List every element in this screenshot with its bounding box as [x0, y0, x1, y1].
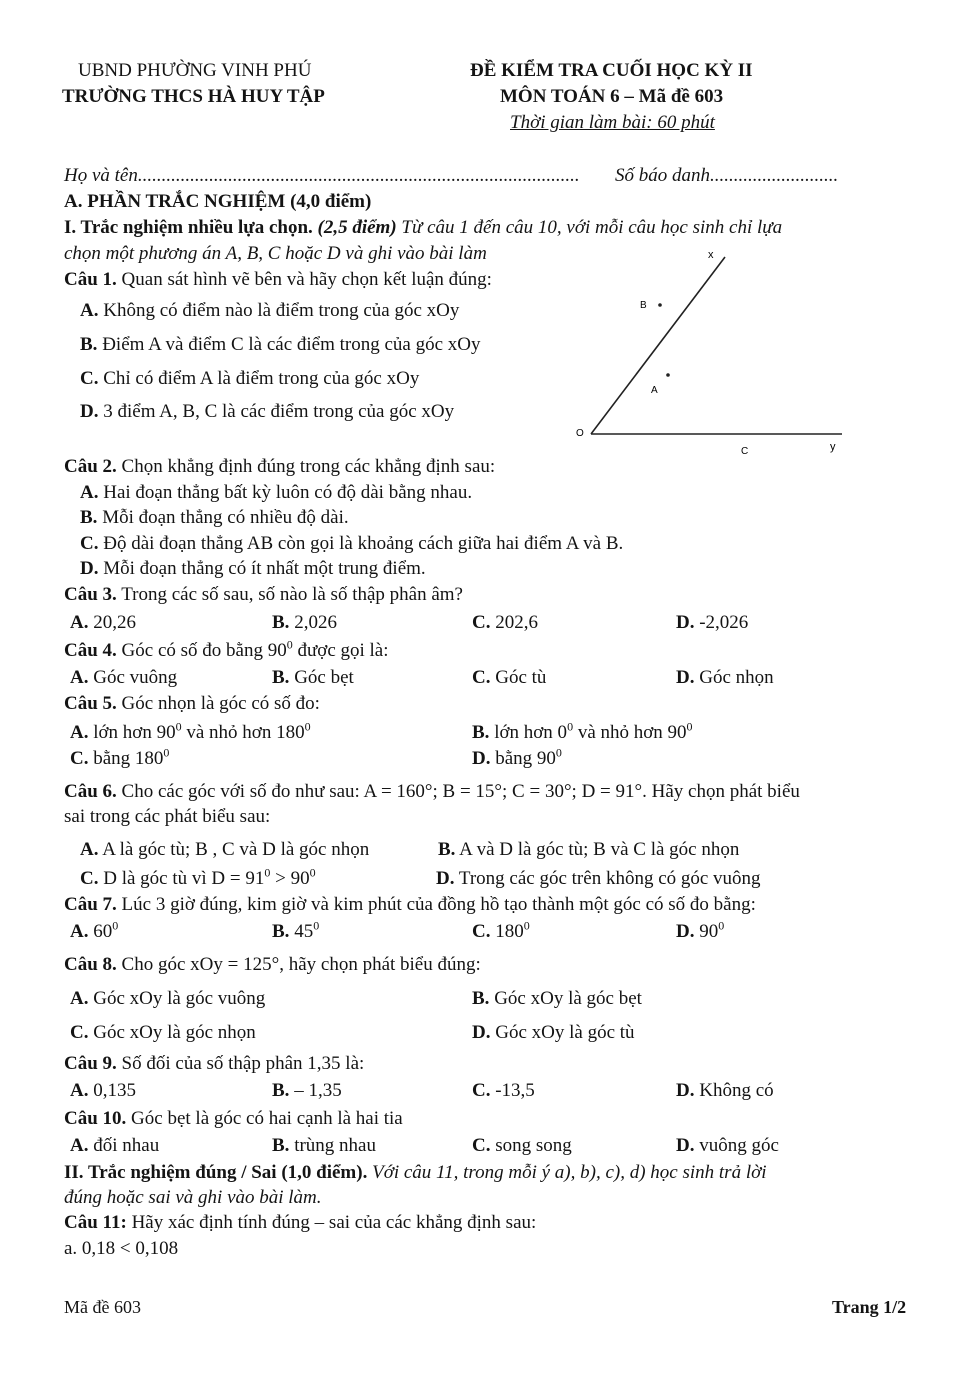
text-options-B: B.	[272, 1135, 290, 1156]
q6-option-b	[438, 839, 739, 861]
text-q2-text: Chọn khẳng định đúng trong các khẳng định sau:	[121, 456, 496, 477]
text-q8-d: Góc xOy là góc tù	[495, 1022, 635, 1043]
text-q9-a: 0,135	[93, 1080, 136, 1101]
part1-instruction-cont: chọn một phương án A, B, C hoặc D và ghi vào bài làm	[64, 243, 487, 264]
text-q6-deg: 0	[264, 865, 271, 880]
text-options-A: A.	[70, 988, 89, 1009]
text-q9-label: Câu 9.	[64, 1053, 117, 1074]
text-options-D: D.	[676, 667, 695, 688]
text-q5-deg: 0	[304, 719, 311, 734]
text-options-B: B.	[438, 839, 456, 860]
text-q1-a: Không có điểm nào là điểm trong của góc xOy	[103, 300, 460, 321]
q7-option-c	[472, 918, 530, 943]
point-b	[658, 303, 662, 307]
text-q1-text: Quan sát hình vẽ bên và hãy chọn kết luận đúng:	[121, 269, 492, 290]
text-q5-deg: 0	[567, 719, 574, 734]
part1-instruction	[64, 217, 782, 239]
text-options-C: C.	[70, 1022, 89, 1043]
q8-option-a	[70, 988, 265, 1010]
question-7	[64, 894, 756, 916]
text-q6-text2: . Hãy chọn phát biểu	[642, 781, 800, 802]
text-q8-label: Câu 8.	[64, 954, 117, 975]
text-options-B: B.	[80, 507, 98, 528]
text-options-C: C.	[472, 612, 491, 633]
footer-page-number: Trang 1/2	[832, 1297, 907, 1317]
text-options-C: C.	[472, 667, 491, 688]
question-10	[64, 1108, 403, 1130]
text-q9-d: Không có	[699, 1080, 774, 1101]
text-q10-text: Góc bẹt là góc có hai cạnh là hai tia	[131, 1108, 403, 1129]
q6-option-d	[436, 868, 761, 890]
exam-time: Thời gian làm bài: 60 phút	[510, 112, 715, 133]
text-q4-deg: 0	[286, 637, 293, 652]
text-q6-d: Trong các góc trên không có góc vuông	[458, 868, 761, 889]
question-4	[64, 637, 389, 662]
text-q3-c: 202,6	[495, 612, 538, 633]
q7-option-d	[676, 918, 725, 943]
text-q7-deg: 0	[112, 918, 119, 933]
text-q5-a2: và nhỏ hơn 180	[181, 722, 305, 743]
text-q4-d: Góc nhọn	[699, 667, 774, 688]
text-options-A: A.	[80, 482, 99, 503]
text-q10-label: Câu 10.	[64, 1108, 127, 1129]
text-q1-label: Câu 1.	[64, 269, 117, 290]
text-q3-b: 2,026	[294, 612, 337, 633]
ray-ox	[591, 257, 725, 434]
text-q5-label: Câu 5.	[64, 693, 117, 714]
q11-item-a: a. 0,18 < 0,108	[64, 1238, 179, 1259]
point-a	[666, 373, 670, 377]
text-q4-text1: Góc có số đo bằng 90	[121, 640, 287, 661]
q10-option-a	[70, 1135, 159, 1157]
text-options-D: D.	[676, 921, 695, 942]
text-options-D: D.	[676, 612, 695, 633]
text-q2-d: Mỗi đoạn thẳng có ít nhất một trung điểm.	[103, 558, 426, 579]
text-q1-b: Điểm A và điểm C là các điểm trong của góc xOy	[102, 334, 481, 355]
school-district: UBND PHƯỜNG VINH PHÚ	[78, 60, 312, 81]
label-y: y	[830, 441, 836, 453]
student-id-field: Số báo danh...........................	[615, 165, 839, 186]
q8-option-b	[472, 988, 642, 1010]
text-options-C: C.	[80, 368, 99, 389]
q1-option-a	[80, 300, 459, 322]
q10-option-c	[472, 1135, 572, 1157]
q3-option-d	[676, 612, 748, 634]
text-options-D: D.	[436, 868, 455, 889]
text-options-D: D.	[80, 558, 99, 579]
q8-formula: xOy = 125°	[190, 954, 280, 975]
text-options-A: A.	[70, 1080, 89, 1101]
q2-option-d	[80, 558, 426, 580]
text-options-B: B.	[272, 667, 290, 688]
text-q7-b: 45	[294, 921, 314, 942]
q10-option-b	[272, 1135, 376, 1157]
text-options-B: B.	[472, 722, 490, 743]
text-q6-deg: 0	[309, 865, 316, 880]
part2-instruction-cont: đúng hoặc sai và ghi vào bài làm.	[64, 1187, 322, 1208]
text-q5-d1: bằng 90	[495, 748, 556, 769]
q1-option-c	[80, 368, 419, 390]
question-9	[64, 1053, 364, 1075]
text-q5-b1: lớn hơn 0	[494, 722, 568, 743]
question-3	[64, 584, 463, 606]
q4-option-a	[70, 667, 177, 689]
text-q7-deg: 0	[523, 918, 530, 933]
q6-option-c	[80, 865, 316, 890]
text-q7-a: 60	[93, 921, 113, 942]
q5-option-d	[472, 745, 562, 770]
text-q3-label: Câu 3.	[64, 584, 117, 605]
text-q5-deg: 0	[686, 719, 693, 734]
text-options-D: D.	[472, 1022, 491, 1043]
text-options-C: C.	[472, 1080, 491, 1101]
q7-option-a	[70, 918, 119, 943]
text-part1-points: (2,5 điểm)	[317, 217, 397, 238]
text-options-C: C.	[80, 868, 99, 889]
text-q3-a: 20,26	[93, 612, 136, 633]
q3-option-c	[472, 612, 538, 634]
text-options-D: D.	[80, 401, 99, 422]
text-q7-d: 90	[699, 921, 719, 942]
label-x: x	[708, 249, 714, 261]
text-options-A: A.	[70, 1135, 89, 1156]
q3-option-b	[272, 612, 337, 634]
text-options-C: C.	[472, 1135, 491, 1156]
text-q2-c: Độ dài đoạn thẳng AB còn gọi là khoảng cách giữa hai điểm A và B.	[103, 533, 624, 554]
q9-option-b	[272, 1080, 342, 1102]
text-q3-text: Trong các số sau, số nào là số thập phân âm?	[121, 584, 463, 605]
text-options-C: C.	[70, 748, 89, 769]
text-q5-deg: 0	[555, 745, 562, 760]
text-q3-d: -2,026	[699, 612, 749, 633]
text-q8-text1: Cho góc	[121, 954, 186, 975]
q6-formula: A = 160°; B = 15°; C = 30°; D = 91°	[363, 781, 643, 802]
question-2	[64, 456, 495, 478]
text-q8-b: Góc xOy là góc bẹt	[494, 988, 642, 1009]
question-5	[64, 693, 320, 715]
q8-option-c	[70, 1022, 256, 1044]
q4-option-b	[272, 667, 354, 689]
text-options-A: A.	[80, 300, 99, 321]
text-q8-a: Góc xOy là góc vuông	[93, 988, 266, 1009]
q9-option-a	[70, 1080, 136, 1102]
text-q11-text: Hãy xác định tính đúng – sai của các khẳng định sau:	[131, 1212, 537, 1233]
q2-option-c	[80, 533, 623, 555]
text-q6-a: A là góc tù; B , C và D là góc nhọn	[102, 839, 370, 860]
text-q8-text2: , hãy chọn phát biểu đúng:	[279, 954, 481, 975]
text-part1-instr1: Từ câu 1 đến câu 10, với mỗi câu học sinh chỉ lựa	[401, 217, 783, 238]
text-q5-b2: và nhỏ hơn 90	[573, 722, 687, 743]
q1-option-b	[80, 334, 481, 356]
text-q2-a: Hai đoạn thẳng bất kỳ luôn có độ dài bằng nhau.	[103, 482, 473, 503]
text-options-D: D.	[472, 748, 491, 769]
part2-instruction	[64, 1162, 767, 1184]
text-options-D: D.	[676, 1080, 695, 1101]
text-q10-c: song song	[495, 1135, 572, 1156]
q8-option-d	[472, 1022, 635, 1044]
text-q5-deg: 0	[163, 745, 170, 760]
text-options-A: A.	[70, 612, 89, 633]
text-q10-d: vuông góc	[699, 1135, 779, 1156]
q4-option-c	[472, 667, 546, 689]
q9-option-c	[472, 1080, 535, 1102]
label-o: O	[576, 428, 584, 439]
text-q7-deg: 0	[718, 918, 725, 933]
question-6-cont: sai trong các phát biểu sau:	[64, 806, 271, 827]
text-q7-deg: 0	[313, 918, 320, 933]
text-q4-b: Góc bẹt	[294, 667, 354, 688]
text-q9-text: Số đối của số thập phân 1,35 là:	[121, 1053, 365, 1074]
q2-option-b	[80, 507, 349, 529]
text-q2-b: Mỗi đoạn thẳng có nhiều độ dài.	[102, 507, 349, 528]
text-part1-title: I. Trắc nghiệm nhiều lựa chọn.	[64, 217, 313, 238]
text-q6-b: A và D là góc tù; B và C là góc nhọn	[459, 839, 740, 860]
question-1	[64, 269, 492, 291]
q1-option-d	[80, 401, 454, 423]
text-q6-c2: > 90	[270, 868, 310, 889]
q5-option-c	[70, 745, 170, 770]
student-name-field: Họ và tên.............................................................................................	[64, 165, 580, 186]
text-q7-c: 180	[495, 921, 524, 942]
text-q6-label: Câu 6.	[64, 781, 117, 802]
school-name: TRƯỜNG THCS HÀ HUY TẬP	[62, 86, 325, 107]
text-q8-c: Góc xOy là góc nhọn	[93, 1022, 256, 1043]
text-q4-label: Câu 4.	[64, 640, 117, 661]
text-options-A: A.	[80, 839, 99, 860]
text-part2-instr1: Với câu 11, trong mỗi ý a), b), c), d) học sinh trả lời	[372, 1162, 767, 1183]
q4-option-d	[676, 667, 774, 689]
text-q5-a1: lớn hơn 90	[93, 722, 176, 743]
text-q4-text2: được gọi là:	[292, 640, 389, 661]
q5-option-a	[70, 719, 311, 744]
text-q5-deg: 0	[175, 719, 182, 734]
text-options-C: C.	[472, 921, 491, 942]
text-q1-c: Chỉ có điểm A là điểm trong của góc xOy	[103, 368, 420, 389]
text-q7-label: Câu 7.	[64, 894, 117, 915]
text-q2-label: Câu 2.	[64, 456, 117, 477]
label-b: B	[640, 300, 647, 311]
question-11	[64, 1212, 536, 1234]
text-options-B: B.	[472, 988, 490, 1009]
angle-figure	[560, 240, 850, 465]
text-options-A: A.	[70, 722, 89, 743]
exam-title: ĐỀ KIỂM TRA CUỐI HỌC KỲ II	[470, 60, 753, 81]
footer-exam-code: Mã đề 603	[64, 1297, 141, 1317]
section-a-title: A. PHẦN TRẮC NGHIỆM (4,0 điểm)	[64, 191, 372, 212]
text-q11-label: Câu 11:	[64, 1212, 127, 1233]
text-options-B: B.	[80, 334, 98, 355]
text-q6-c1: D là góc tù vì D = 91	[103, 868, 265, 889]
label-c: C	[741, 446, 749, 457]
text-q5-text: Góc nhọn là góc có số đo:	[121, 693, 320, 714]
question-6	[64, 781, 800, 803]
text-q9-c: -13,5	[495, 1080, 535, 1101]
text-q10-a: đối nhau	[93, 1135, 160, 1156]
exam-subject: MÔN TOÁN 6 – Mã đề 603	[500, 86, 724, 107]
text-options-A: A.	[70, 921, 89, 942]
label-a: A	[651, 385, 658, 396]
q5-option-b	[472, 719, 693, 744]
q7-option-b	[272, 918, 320, 943]
text-q7-text: Lúc 3 giờ đúng, kim giờ và kim phút của đồng hồ tạo thành một góc có số đo bằng:	[121, 894, 756, 915]
q10-option-d	[676, 1135, 779, 1157]
question-8	[64, 954, 481, 976]
text-options-B: B.	[272, 612, 290, 633]
text-q5-c1: bằng 180	[93, 748, 164, 769]
text-q4-c: Góc tù	[495, 667, 547, 688]
q9-option-d	[676, 1080, 774, 1102]
text-q4-a: Góc vuông	[93, 667, 178, 688]
text-options-B: B.	[272, 921, 290, 942]
q3-option-a	[70, 612, 136, 634]
q6-option-a	[80, 839, 369, 861]
text-part2-title: II. Trắc nghiệm đúng / Sai (1,0 điểm).	[64, 1162, 368, 1183]
q2-option-a	[80, 482, 472, 504]
text-q9-b: – 1,35	[294, 1080, 342, 1101]
text-options-B: B.	[272, 1080, 290, 1101]
text-q10-b: trùng nhau	[294, 1135, 376, 1156]
text-q1-d: 3 điểm A, B, C là các điểm trong của góc xOy	[103, 401, 455, 422]
text-q6-text1: Cho các góc với số đo như sau:	[121, 781, 360, 802]
text-options-A: A.	[70, 667, 89, 688]
text-options-D: D.	[676, 1135, 695, 1156]
text-options-C: C.	[80, 533, 99, 554]
